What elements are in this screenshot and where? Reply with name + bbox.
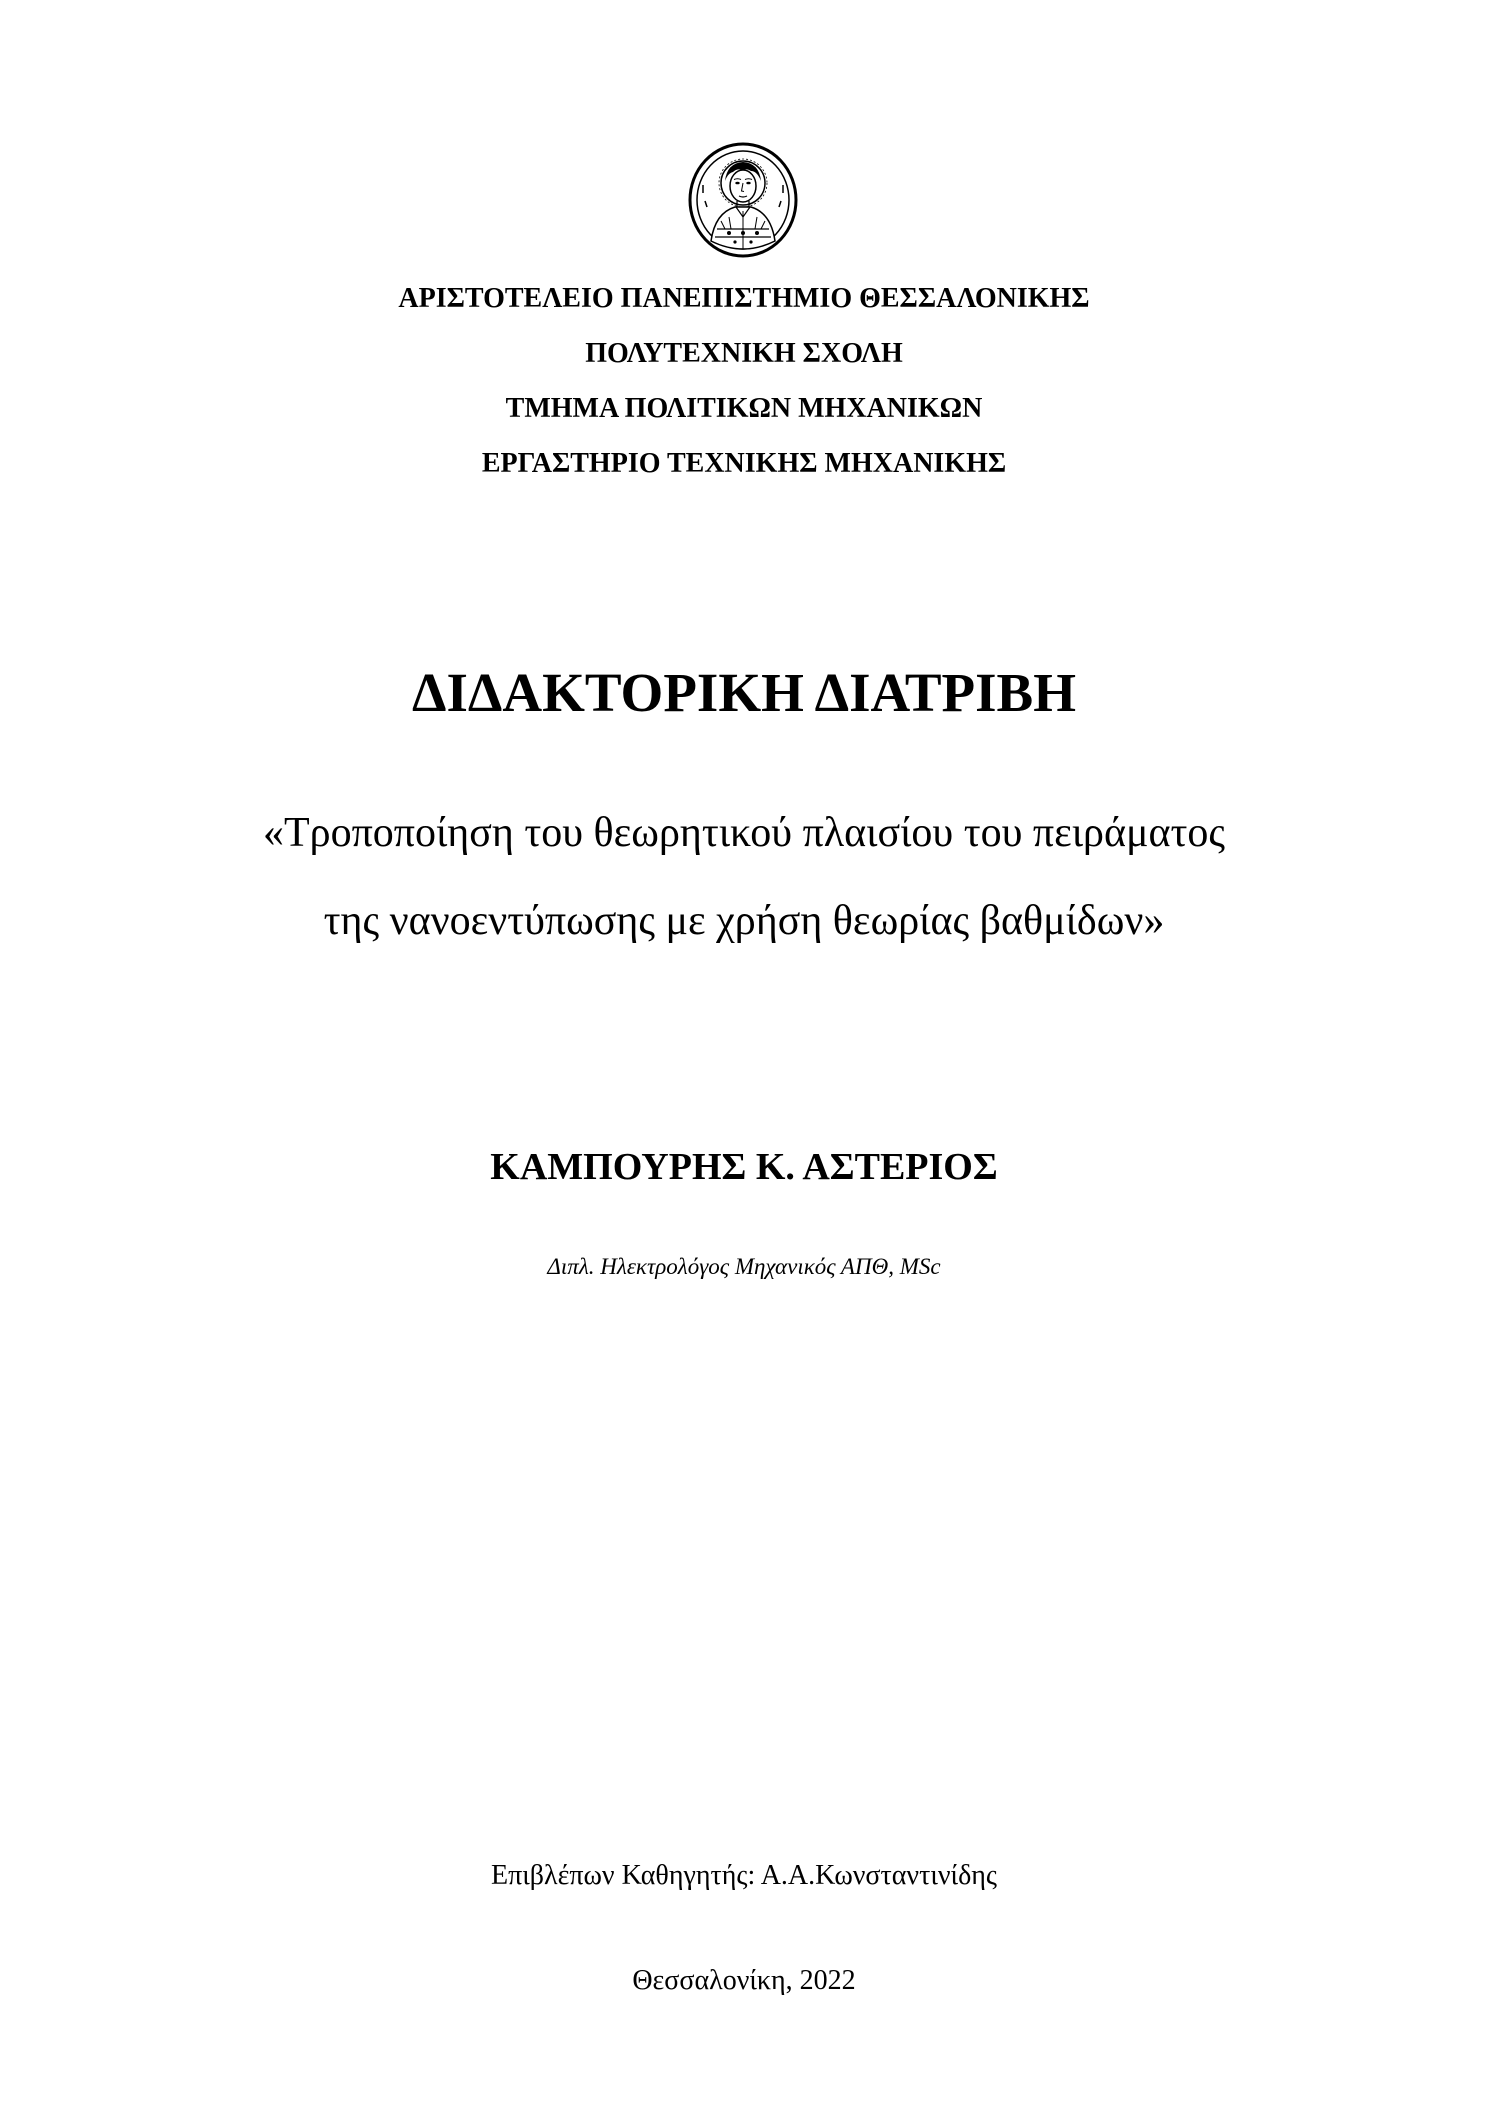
university-name: ΑΡΙΣΤΟΤΕΛΕΙΟ ΠΑΝΕΠΙΣΤΗΜΙΟ ΘΕΣΣΑΛΟΝΙΚΗΣ (398, 283, 1090, 314)
thesis-title-line-1: «Τροποποίηση του θεωρητικού πλαισίου του πειράματος (262, 810, 1226, 856)
author-name: ΚΑΜΠΟΥΡΗΣ Κ. ΑΣΤΕΡΙΟΣ (490, 1146, 998, 1188)
laboratory-name: ΕΡΓΑΣΤΗΡΙΟ ΤΕΧΝΙΚΗΣ ΜΗΧΑΝΙΚΗΣ (481, 448, 1007, 479)
school-name: ΠΟΛΥΤΕΧΝΙΚΗ ΣΧΟΛΗ (585, 338, 903, 369)
thesis-title-line-2: της νανοεντύπωσης με χρήση θεωρίας βαθμίδων» (323, 898, 1165, 944)
department-name: ΤΜΗΜΑ ΠΟΛΙΤΙΚΩΝ ΜΗΧΑΝΙΚΩΝ (505, 393, 983, 424)
document-type: ΔΙΔΑΚΤΟΡΙΚΗ ΔΙΑΤΡΙΒΗ (411, 662, 1077, 723)
place-and-date: Θεσσαλονίκη, 2022 (632, 1965, 856, 1996)
supervisor: Επιβλέπων Καθηγητής: Α.Α.Κωνσταντινίδης (490, 1860, 997, 1891)
author-credentials: Διπλ. Ηλεκτρολόγος Μηχανικός ΑΠΘ, MSc (547, 1254, 941, 1279)
university-seal-icon (687, 141, 799, 259)
